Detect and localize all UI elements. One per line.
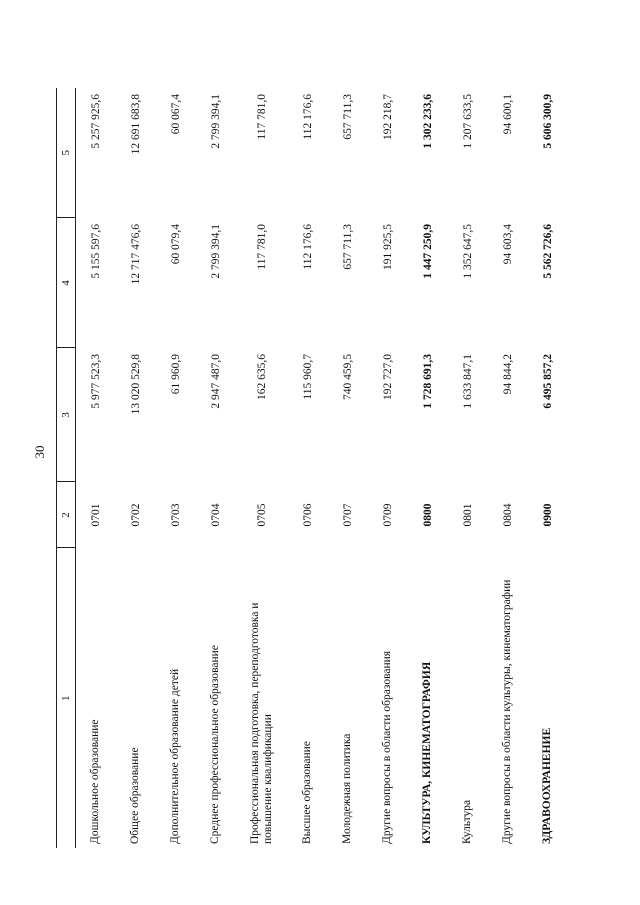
row-value-col5: 112 176,6: [302, 94, 314, 140]
row-value-col4: 1 352 647,5: [462, 224, 474, 279]
row-value-col5: 60 067,4: [170, 94, 182, 135]
row-value-col4: 60 079,4: [170, 224, 182, 265]
row-value-col3: 5 977 523,3: [90, 354, 102, 409]
row-value-col4: 2 799 394,1: [210, 224, 222, 279]
page-number: 30: [32, 445, 47, 459]
row-value-col4: 5 562 726,6: [542, 224, 554, 279]
row-value-col4: 12 717 476,6: [130, 224, 142, 285]
row-value-col3: 162 635,6: [256, 354, 268, 400]
header-col-1: 1: [57, 548, 76, 848]
row-code: 0702: [130, 503, 142, 527]
row-value-col3: 1 633 847,1: [462, 354, 474, 409]
row-value-col3: 192 727,0: [382, 354, 394, 400]
row-value-col3: 94 844,2: [502, 354, 514, 395]
row-value-col4: 117 781,0: [256, 224, 268, 270]
row-name: Молодежная политика: [341, 733, 354, 844]
row-name: Дошкольное образование: [89, 719, 102, 844]
row-value-col3: 1 728 691,3: [422, 354, 434, 409]
row-code: 0804: [502, 503, 514, 527]
budget-table: [56, 88, 568, 848]
row-code: 0801: [462, 503, 474, 527]
row-value-col3: 61 960,9: [170, 354, 182, 395]
table-row-section: [528, 88, 568, 848]
table-row-section: [408, 88, 448, 848]
row-value-col4: 1 447 250,9: [422, 224, 434, 279]
table-row: [488, 88, 528, 848]
row-name: Высшее образование: [301, 741, 314, 844]
row-code: 0800: [422, 503, 434, 527]
row-code: 0706: [302, 503, 314, 527]
row-value-col3: 2 947 487,0: [210, 354, 222, 409]
header-row: [57, 88, 76, 848]
row-value-col5: 5 606 300,9: [542, 94, 554, 149]
row-name: Дополнительное образование детей: [169, 668, 182, 844]
header-col-2: 2: [57, 482, 76, 548]
row-code: 0707: [342, 503, 354, 527]
row-value-col3: 115 960,7: [302, 354, 314, 400]
row-value-col4: 112 176,6: [302, 224, 314, 270]
table-header: [57, 88, 76, 848]
row-code: 0704: [210, 503, 222, 527]
row-value-col3: 6 495 857,2: [542, 354, 554, 409]
budget-table-container: [56, 88, 616, 848]
row-value-col3: 740 459,5: [342, 354, 354, 400]
table-row: [76, 88, 117, 848]
row-value-col3: 13 020 529,8: [130, 354, 142, 415]
row-name: Другие вопросы в области образования: [381, 650, 394, 844]
header-col-5: 5: [57, 88, 76, 218]
row-value-col5: 12 691 683,8: [130, 94, 142, 155]
row-value-col5: 657 711,3: [342, 94, 354, 140]
table-body: [76, 88, 569, 848]
row-value-col5: 1 207 633,5: [462, 94, 474, 149]
table-row: [448, 88, 488, 848]
row-value-col5: 117 781,0: [256, 94, 268, 140]
row-code: 0709: [382, 503, 394, 527]
row-name: ЗДРАВООХРАНЕНИЕ: [541, 727, 554, 844]
row-value-col4: 191 925,5: [382, 224, 394, 270]
row-name: Профессиональная подготовка, переподготовка и повышение квалификации: [248, 602, 274, 844]
header-col-3: 3: [57, 348, 76, 482]
table-row: [368, 88, 408, 848]
row-value-col5: 94 600,1: [502, 94, 514, 135]
row-name: Общее образование: [129, 747, 142, 844]
table-row: [116, 88, 156, 848]
row-code: 0705: [256, 503, 268, 527]
row-value-col5: 192 218,7: [382, 94, 394, 140]
row-value-col4: 5 155 597,6: [90, 224, 102, 279]
row-name: Культура: [461, 799, 474, 844]
table-row: [156, 88, 196, 848]
row-value-col5: 1 302 233,6: [422, 94, 434, 149]
table-row: [196, 88, 236, 848]
row-name: КУЛЬТУРА, КИНЕМАТОГРАФИЯ: [421, 661, 434, 844]
row-value-col4: 657 711,3: [342, 224, 354, 270]
row-value-col4: 94 603,4: [502, 224, 514, 265]
row-value-col5: 2 799 394,1: [210, 94, 222, 149]
row-code: 0900: [542, 503, 554, 527]
row-code: 0703: [170, 503, 182, 527]
row-name: Другие вопросы в области культуры, кинематографии: [501, 579, 514, 844]
row-name: Среднее профессиональное образование: [209, 645, 222, 844]
table-row: [236, 88, 288, 848]
table-row: [288, 88, 328, 848]
row-value-col5: 5 257 925,6: [90, 94, 102, 149]
row-code: 0701: [90, 503, 102, 527]
header-col-4: 4: [57, 218, 76, 348]
table-row: [328, 88, 368, 848]
